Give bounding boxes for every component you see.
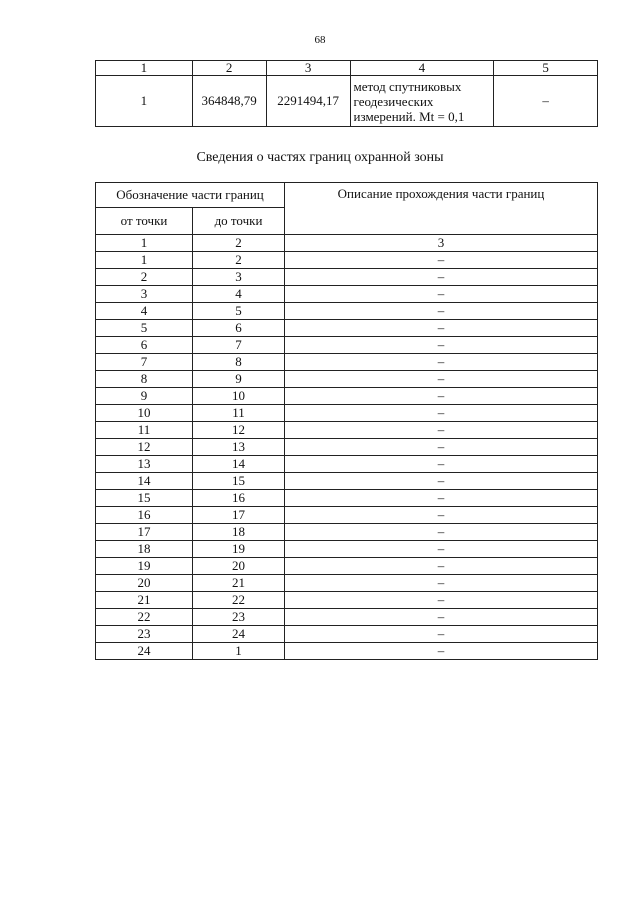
to-point-cell: 4 — [193, 286, 285, 303]
header-cell: 4 — [350, 61, 494, 76]
from-point-cell: 22 — [96, 609, 193, 626]
description-cell: – — [285, 643, 598, 660]
to-point-cell: 2 — [193, 235, 285, 252]
to-point-cell: 23 — [193, 609, 285, 626]
method-line: измерений. Mt = 0,1 — [353, 108, 465, 124]
from-point-cell: 24 — [96, 643, 193, 660]
coordinates-header-row — [96, 61, 598, 76]
point-number: 1 — [96, 76, 193, 127]
to-point-cell: 21 — [193, 575, 285, 592]
description-cell: – — [285, 303, 598, 320]
description-cell: – — [285, 422, 598, 439]
description-header: Описание прохождения части границ — [285, 183, 598, 235]
to-point-cell: 24 — [193, 626, 285, 643]
table-row — [96, 507, 598, 524]
section-title: Сведения о частях границ охранной зоны — [196, 150, 444, 165]
table-row — [96, 575, 598, 592]
description-cell: – — [285, 575, 598, 592]
from-point-cell: 3 — [96, 286, 193, 303]
from-point-cell: 21 — [96, 592, 193, 609]
description-cell: 3 — [285, 235, 598, 252]
table-row — [96, 337, 598, 354]
table-row — [96, 490, 598, 507]
table-row — [96, 269, 598, 286]
to-point-cell: 6 — [193, 320, 285, 337]
from-point-cell: 18 — [96, 541, 193, 558]
description-cell: – — [285, 269, 598, 286]
table-row — [96, 405, 598, 422]
from-point-cell: 19 — [96, 558, 193, 575]
from-point-cell: 14 — [96, 473, 193, 490]
table-row — [96, 388, 598, 405]
header-cell: 1 — [96, 61, 193, 76]
to-point-cell: 8 — [193, 354, 285, 371]
from-point-cell: 5 — [96, 320, 193, 337]
description-cell: – — [285, 490, 598, 507]
description-cell: – — [285, 507, 598, 524]
table-row — [96, 592, 598, 609]
to-point-cell: 11 — [193, 405, 285, 422]
from-point-cell: 1 — [96, 235, 193, 252]
to-point-cell: 15 — [193, 473, 285, 490]
table-row — [96, 320, 598, 337]
table-row — [96, 609, 598, 626]
coordinates-data-row — [96, 76, 598, 127]
coordinate-x: 364848,79 — [192, 76, 266, 127]
table-row — [96, 626, 598, 643]
from-point-cell: 23 — [96, 626, 193, 643]
from-point-cell: 17 — [96, 524, 193, 541]
from-point-header: от точки — [96, 208, 193, 235]
to-point-cell: 1 — [193, 643, 285, 660]
from-point-cell: 13 — [96, 456, 193, 473]
table-row — [96, 354, 598, 371]
description-cell: – — [285, 456, 598, 473]
to-point-cell: 2 — [193, 252, 285, 269]
method-line: геодезических — [353, 93, 434, 109]
description-cell: – — [285, 286, 598, 303]
to-point-cell: 9 — [193, 371, 285, 388]
table-row — [96, 473, 598, 490]
description-cell: – — [285, 558, 598, 575]
to-point-cell: 3 — [193, 269, 285, 286]
description-cell: – — [285, 354, 598, 371]
table-row — [96, 252, 598, 269]
description-cell: – — [285, 592, 598, 609]
from-point-cell: 1 — [96, 252, 193, 269]
to-point-cell: 16 — [193, 490, 285, 507]
from-point-cell: 8 — [96, 371, 193, 388]
table-row — [96, 235, 598, 252]
description-cell: – — [285, 524, 598, 541]
method-line: метод спутниковых — [353, 78, 462, 94]
description-cell: – — [285, 388, 598, 405]
description-cell: – — [285, 320, 598, 337]
from-point-cell: 12 — [96, 439, 193, 456]
description-cell: – — [285, 626, 598, 643]
from-point-cell: 2 — [96, 269, 193, 286]
to-point-cell: 12 — [193, 422, 285, 439]
from-point-cell: 4 — [96, 303, 193, 320]
to-point-cell: 7 — [193, 337, 285, 354]
to-point-header: до точки — [193, 208, 285, 235]
description-cell: – — [285, 371, 598, 388]
to-point-cell: 20 — [193, 558, 285, 575]
to-point-cell: 14 — [193, 456, 285, 473]
page-number: 68 — [314, 34, 326, 46]
table-row — [96, 371, 598, 388]
parts-header-row — [96, 183, 598, 208]
from-point-cell: 9 — [96, 388, 193, 405]
description-cell: – — [285, 541, 598, 558]
table-row — [96, 286, 598, 303]
table-row — [96, 643, 598, 660]
parts-table-body — [96, 235, 598, 660]
from-point-cell: 7 — [96, 354, 193, 371]
from-point-cell: 20 — [96, 575, 193, 592]
from-point-cell: 10 — [96, 405, 193, 422]
boundary-parts-table — [95, 182, 598, 660]
header-cell: 5 — [494, 61, 598, 76]
description-cell: – — [285, 439, 598, 456]
description-cell: – — [285, 473, 598, 490]
header-cell: 2 — [192, 61, 266, 76]
from-point-cell: 15 — [96, 490, 193, 507]
table-row — [96, 524, 598, 541]
description-cell: – — [285, 337, 598, 354]
from-point-cell: 11 — [96, 422, 193, 439]
description-cell: – — [285, 252, 598, 269]
table-row — [96, 422, 598, 439]
table-row — [96, 439, 598, 456]
to-point-cell: 22 — [193, 592, 285, 609]
header-cell: 3 — [266, 61, 350, 76]
to-point-cell: 19 — [193, 541, 285, 558]
description-cell: – — [285, 609, 598, 626]
method-description — [350, 76, 494, 127]
to-point-cell: 17 — [193, 507, 285, 524]
to-point-cell: 5 — [193, 303, 285, 320]
description-cell: – — [285, 405, 598, 422]
table-row — [96, 303, 598, 320]
column-5-value: – — [494, 76, 598, 127]
to-point-cell: 10 — [193, 388, 285, 405]
coordinate-y: 2291494,17 — [266, 76, 350, 127]
coordinates-table — [95, 60, 598, 127]
to-point-cell: 18 — [193, 524, 285, 541]
table-row — [96, 558, 598, 575]
table-row — [96, 541, 598, 558]
to-point-cell: 13 — [193, 439, 285, 456]
table-row — [96, 456, 598, 473]
from-point-cell: 6 — [96, 337, 193, 354]
from-point-cell: 16 — [96, 507, 193, 524]
group-header: Обозначение части границ — [96, 183, 285, 208]
